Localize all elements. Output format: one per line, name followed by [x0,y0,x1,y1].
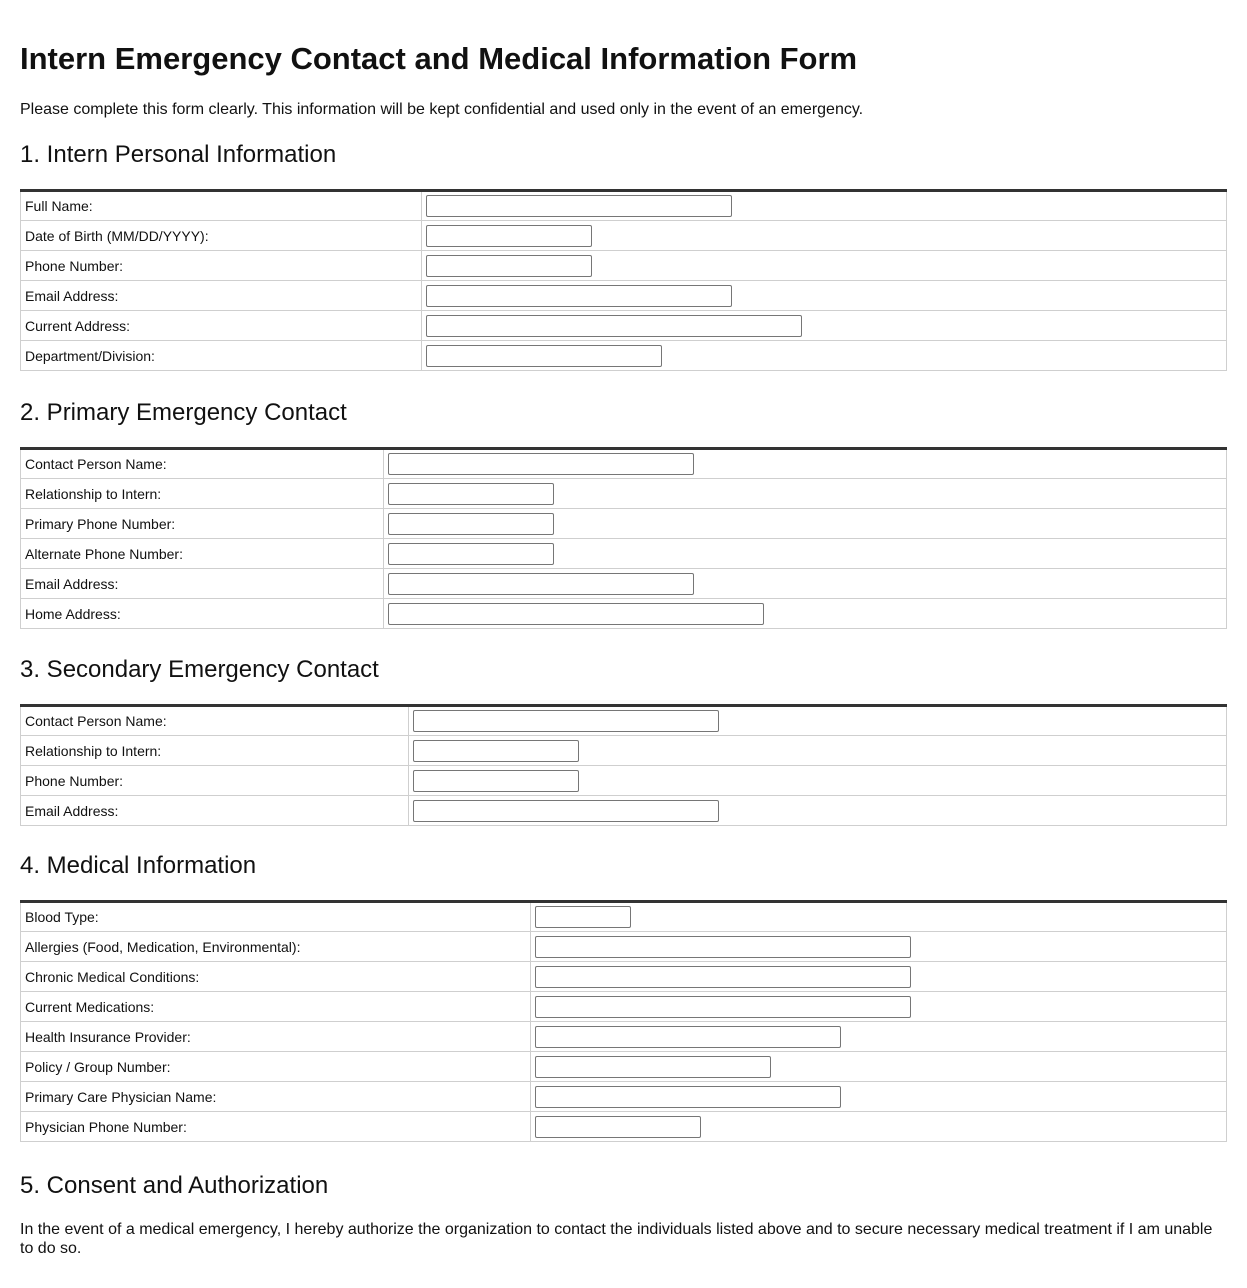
field-cell [531,1112,1227,1142]
personal-info-table [20,189,1227,371]
phone-number-input[interactable] [426,255,592,277]
field-cell [384,569,1227,599]
field-label: Department/Division: [21,341,422,371]
field-cell [409,766,1227,796]
field-cell [409,706,1227,736]
table-row [21,281,1227,311]
consent-text: In the event of a medical emergency, I hereby authorize the organization to contact the individuals listed above and to secure necessary medical treatment if I am unable to do so. [20,1221,1213,1257]
table-row [21,509,1227,539]
secondary-relationship-input[interactable] [413,740,579,762]
table-row [21,902,1227,932]
table-row [21,341,1227,371]
current-address-input[interactable] [426,315,802,337]
field-label: Contact Person Name: [21,449,384,479]
field-cell [384,539,1227,569]
primary-relationship-input[interactable] [388,483,554,505]
field-cell [422,221,1227,251]
field-cell [531,1022,1227,1052]
field-label: Phone Number: [21,251,422,281]
field-cell [531,962,1227,992]
table-row [21,706,1227,736]
section-heading-primary-contact: 2. Primary Emergency Contact [20,399,347,426]
intro-text: Please complete this form clearly. This information will be kept confidential and used only in the event of an emergency. [20,101,864,118]
section-heading-secondary-contact: 3. Secondary Emergency Contact [20,656,379,683]
policy-number-input[interactable] [535,1056,771,1078]
medical-info-table [20,900,1227,1142]
field-label: Relationship to Intern: [21,736,409,766]
table-row [21,766,1227,796]
field-label: Physician Phone Number: [21,1112,531,1142]
field-cell [422,281,1227,311]
field-label: Blood Type: [21,902,531,932]
table-row [21,449,1227,479]
field-cell [422,341,1227,371]
primary-email-input[interactable] [388,573,694,595]
field-label: Phone Number: [21,766,409,796]
alternate-phone-input[interactable] [388,543,554,565]
section-heading-consent: 5. Consent and Authorization [20,1172,329,1199]
table-row [21,569,1227,599]
table-row [21,992,1227,1022]
field-cell [384,599,1227,629]
physician-name-input[interactable] [535,1086,841,1108]
field-cell [409,796,1227,826]
field-cell [531,902,1227,932]
field-label: Email Address: [21,569,384,599]
field-cell [409,736,1227,766]
section-heading-personal: 1. Intern Personal Information [20,141,337,168]
secondary-email-input[interactable] [413,800,719,822]
table-row [21,479,1227,509]
field-cell [422,311,1227,341]
table-row [21,251,1227,281]
table-row [21,221,1227,251]
primary-phone-input[interactable] [388,513,554,535]
home-address-input[interactable] [388,603,764,625]
field-label: Chronic Medical Conditions: [21,962,531,992]
field-label: Primary Care Physician Name: [21,1082,531,1112]
table-row [21,1052,1227,1082]
insurance-provider-input[interactable] [535,1026,841,1048]
field-cell [384,449,1227,479]
field-cell [531,1052,1227,1082]
field-cell [422,191,1227,221]
primary-contact-table [20,447,1227,629]
field-label: Current Medications: [21,992,531,1022]
page-title: Intern Emergency Contact and Medical Information Form [20,41,858,76]
table-row [21,1082,1227,1112]
field-cell [531,992,1227,1022]
secondary-contact-name-input[interactable] [413,710,719,732]
allergies-input[interactable] [535,936,911,958]
field-label: Full Name: [21,191,422,221]
field-cell [422,251,1227,281]
table-row [21,736,1227,766]
table-row [21,962,1227,992]
current-medications-input[interactable] [535,996,911,1018]
table-row [21,1112,1227,1142]
table-row [21,539,1227,569]
department-input[interactable] [426,345,662,367]
table-row [21,796,1227,826]
table-row [21,311,1227,341]
field-label: Health Insurance Provider: [21,1022,531,1052]
blood-type-input[interactable] [535,906,631,928]
table-row [21,932,1227,962]
field-cell [531,932,1227,962]
secondary-phone-input[interactable] [413,770,579,792]
field-label: Allergies (Food, Medication, Environmental): [21,932,531,962]
date-of-birth-input[interactable] [426,225,592,247]
field-cell [384,479,1227,509]
field-label: Policy / Group Number: [21,1052,531,1082]
field-label: Alternate Phone Number: [21,539,384,569]
field-label: Home Address: [21,599,384,629]
field-label: Email Address: [21,796,409,826]
physician-phone-input[interactable] [535,1116,701,1138]
field-label: Current Address: [21,311,422,341]
section-heading-medical: 4. Medical Information [20,852,257,879]
table-row [21,599,1227,629]
table-row [21,191,1227,221]
field-label: Primary Phone Number: [21,509,384,539]
table-row [21,1022,1227,1052]
field-cell [384,509,1227,539]
field-label: Relationship to Intern: [21,479,384,509]
field-label: Contact Person Name: [21,706,409,736]
field-label: Email Address: [21,281,422,311]
chronic-conditions-input[interactable] [535,966,911,988]
field-cell [531,1082,1227,1112]
full-name-input[interactable] [426,195,732,217]
secondary-contact-table [20,704,1227,826]
primary-contact-name-input[interactable] [388,453,694,475]
field-label: Date of Birth (MM/DD/YYYY): [21,221,422,251]
email-address-input[interactable] [426,285,732,307]
